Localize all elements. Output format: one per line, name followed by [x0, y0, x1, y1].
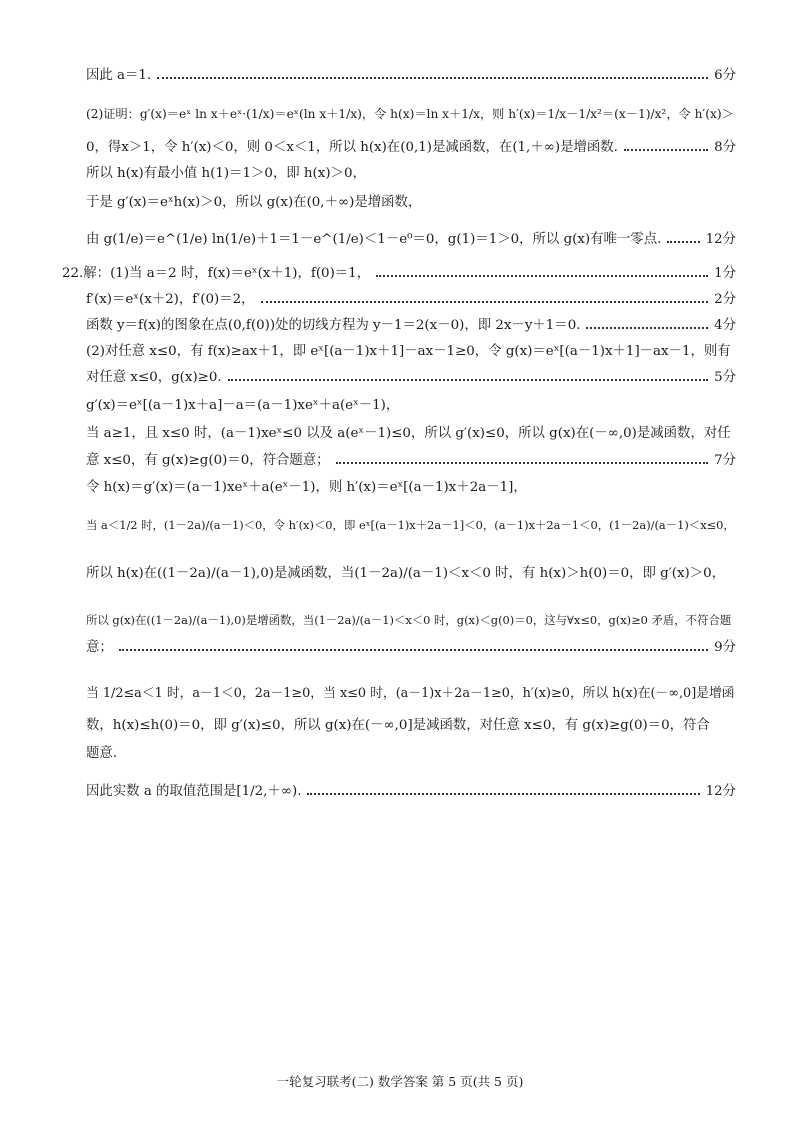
answer-line	[86, 164, 736, 184]
leader-dots	[624, 149, 708, 151]
answer-line	[86, 138, 736, 158]
line-text: 22.解：(1)当 a＝2 时，f(x)＝eˣ(x＋1)，f(0)＝1，	[62, 266, 371, 281]
answer-line	[86, 66, 736, 86]
line-text: 所以 h(x)有最小值 h(1)＝1＞0，即 h(x)＞0，	[86, 166, 366, 181]
line-text: (2)证明：g′(x)＝eˣ ln x＋eˣ·(1/x)＝eˣ(ln x＋1/x)，令 h(x)＝ln x＋1/x，则 h′(x)＝1/x－1/x²＝(x－1)/x²，令 h′(x)＞	[86, 107, 734, 121]
answer-line	[86, 230, 736, 250]
line-score: 12分	[705, 232, 736, 247]
line-text: 意 x≤0，有 g(x)≥g(0)＝0，符合题意；	[86, 453, 330, 468]
line-text: 0，得x＞1，令 h′(x)＜0，则 0＜x＜1，所以 h(x)在(0,1)是减函数，在(1,＋∞)是增函数.	[86, 140, 618, 155]
line-score: 5分	[714, 370, 736, 385]
line-text: 因此实数 a 的取值范围是[1/2,＋∞).	[86, 784, 302, 799]
line-text: 题意.	[86, 746, 118, 761]
leader-dots	[261, 301, 709, 303]
leader-dots	[228, 379, 708, 381]
line-score: 6分	[714, 68, 736, 83]
answer-line	[86, 478, 736, 498]
line-score: 4分	[714, 318, 736, 333]
line-text: 对任意 x≤0，g(x)≥0.	[86, 370, 222, 385]
line-text: 当 a≥1，且 x≤0 时，(a－1)xeˣ≤0 以及 a(eˣ－1)≤0，所以 g′(x)≤0，所以 g(x)在(－∞,0)是减函数，对任	[86, 426, 731, 441]
answer-line	[86, 515, 736, 535]
line-text: 当 a＜1/2 时，(1－2a)/(a－1)＜0，令 h′(x)＜0，即 eˣ[(a－1)x＋2a－1]＜0，(a－1)x＋2a－1＜0，(1－2a)/(a－1)＜x≤0，	[86, 518, 735, 532]
answer-line	[62, 264, 736, 284]
answer-line	[86, 684, 736, 704]
leader-dots	[376, 275, 708, 277]
answer-line	[86, 193, 736, 213]
leader-dots	[336, 462, 709, 464]
answer-line	[86, 342, 736, 362]
leader-dots	[586, 327, 708, 329]
answer-line	[86, 564, 736, 584]
line-text: 令 h(x)＝g′(x)＝(a－1)xeˣ＋a(eˣ－1)，则 h′(x)＝eˣ[(a－1)x＋2a－1]，	[86, 480, 527, 495]
answer-line	[86, 782, 736, 802]
answer-line	[86, 638, 736, 658]
answer-line	[86, 396, 736, 416]
line-text: f′(x)＝eˣ(x＋2)，f′(0)＝2，	[86, 292, 255, 307]
answer-line	[86, 610, 736, 630]
answer-line	[86, 368, 736, 388]
answer-line	[86, 451, 736, 471]
line-score: 2分	[714, 292, 736, 307]
line-text: 意；	[86, 640, 113, 655]
page-footer: 一轮复习联考(二) 数学答案 第 5 页(共 5 页)	[276, 1074, 524, 1089]
answer-line	[86, 316, 736, 336]
line-score: 8分	[714, 140, 736, 155]
line-text: 由 g(1/e)＝e^(1/e) ln(1/e)＋1＝1－e^(1/e)＜1－e⁰＝0，g(1)＝1＞0，所以 g(x)有唯一零点.	[86, 232, 662, 247]
line-text: g′(x)＝eˣ[(a－1)x＋a]－a＝(a－1)xeˣ＋a(eˣ－1)，	[86, 398, 400, 413]
line-text: (2)对任意 x≤0，有 f(x)≥ax＋1，即 eˣ[(a－1)x＋1]－ax－1≥0，令 g(x)＝eˣ[(a－1)x＋1]－ax－1，则有	[86, 344, 731, 359]
answer-line	[86, 104, 736, 124]
line-text: 函数 y＝f(x)的图象在点(0,f(0))处的切线方程为 y－1＝2(x－0)，即 2x－y＋1＝0.	[86, 318, 581, 333]
line-text: 数，h(x)≤h(0)＝0，即 g′(x)≤0，所以 g(x)在(－∞,0]是减函数，对任意 x≤0，有 g(x)≥g(0)＝0，符合	[86, 718, 710, 733]
leader-dots	[157, 77, 708, 79]
leader-dots	[119, 649, 708, 651]
answer-line	[86, 424, 736, 444]
leader-dots	[307, 793, 699, 795]
line-text: 所以 g(x)在((1－2a)/(a－1),0)是增函数，当(1－2a)/(a－1)＜x＜0 时，g(x)＜g(0)＝0，这与∀x≤0，g(x)≥0 矛盾，不符合题	[86, 613, 732, 627]
line-score: 1分	[714, 266, 736, 281]
answer-line	[86, 744, 736, 764]
line-score: 9分	[714, 640, 736, 655]
line-text: 当 1/2≤a＜1 时，a－1＜0，2a－1≥0，当 x≤0 时，(a－1)x＋2a－1≥0，h′(x)≥0，所以 h(x)在(－∞,0]是增函	[86, 686, 735, 701]
line-text: 于是 g′(x)＝eˣh(x)＞0，所以 g(x)在(0,＋∞)是增函数，	[86, 195, 422, 210]
leader-dots	[667, 241, 699, 243]
line-score: 12分	[705, 784, 736, 799]
line-text: 因此 a＝1.	[86, 68, 152, 83]
answer-line	[86, 290, 736, 310]
line-text: 所以 h(x)在((1－2a)/(a－1),0)是减函数，当(1－2a)/(a－1)＜x＜0 时，有 h(x)＞h(0)＝0，即 g′(x)＞0，	[86, 566, 726, 581]
line-score: 7分	[714, 453, 736, 468]
answer-line	[86, 716, 736, 736]
